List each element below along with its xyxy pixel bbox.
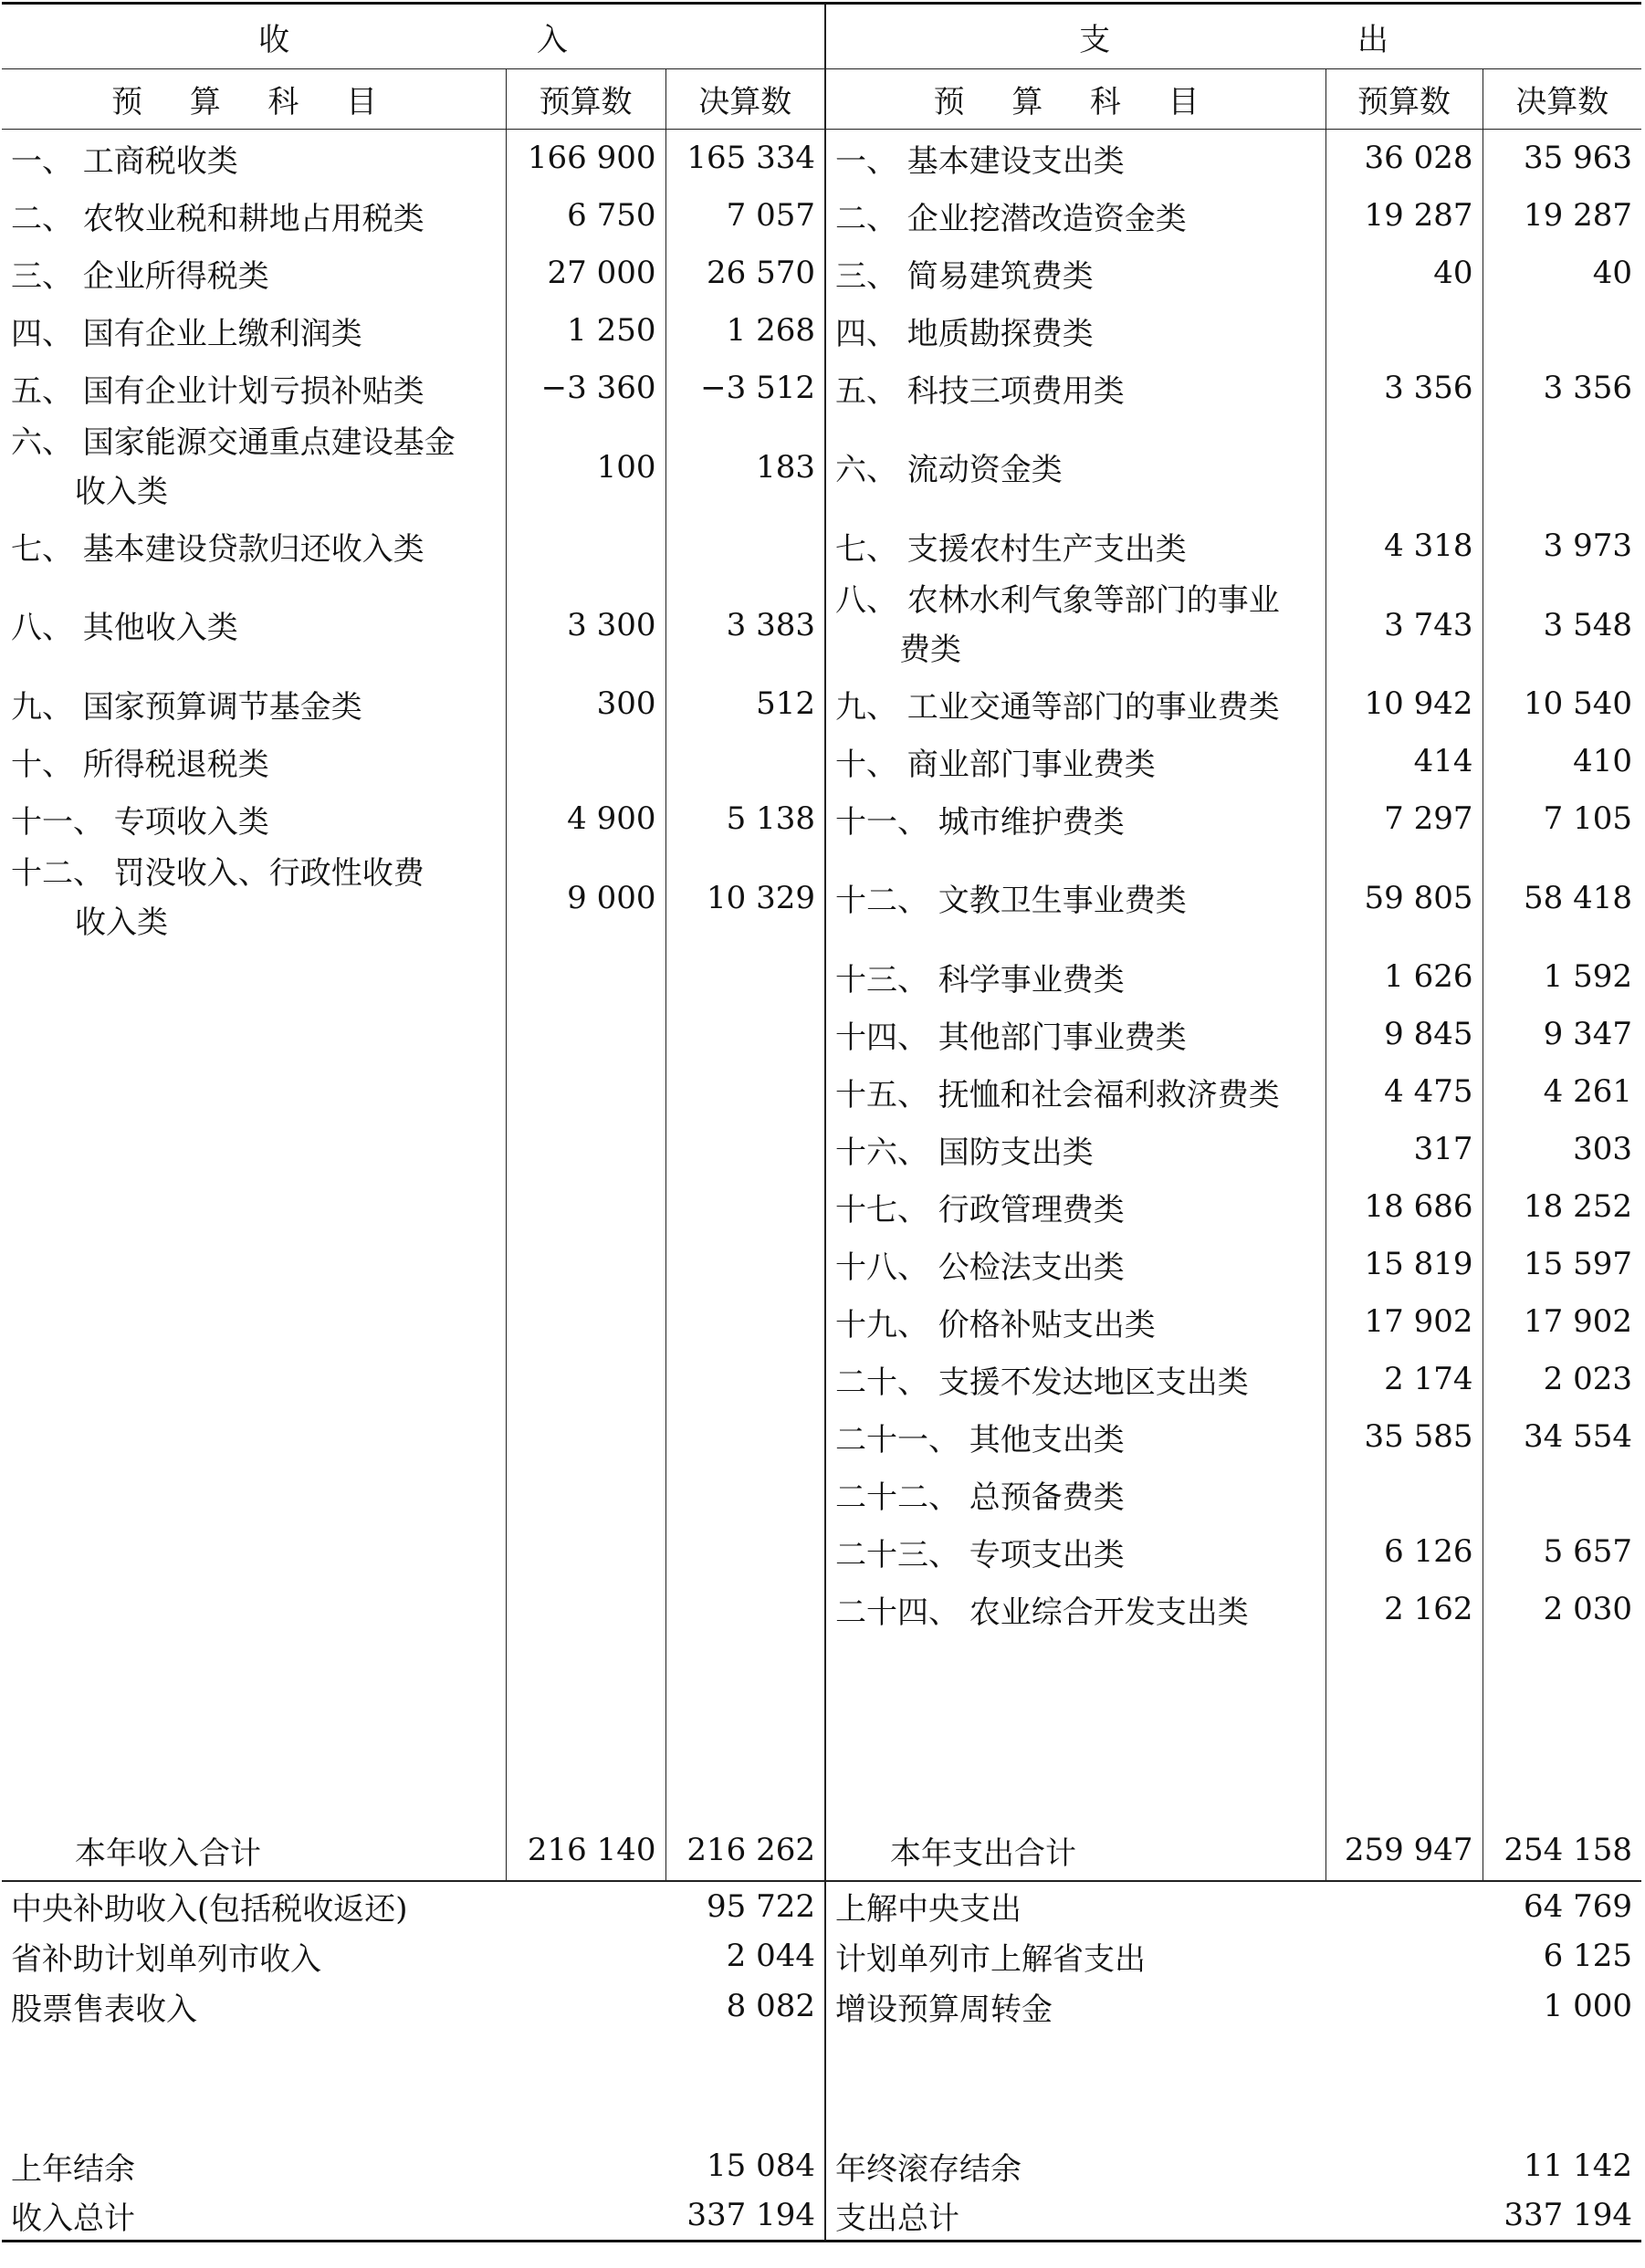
income-item-label: 七、 基本建设贷款归还收入类 (11, 530, 424, 568)
expense-item-final: 18 252 (1483, 1178, 1641, 1236)
expense-item-final: 3 548 (1483, 575, 1641, 675)
expense-item-budget: 6 126 (1325, 1523, 1483, 1581)
expense-item-budget: 9 845 (1325, 1006, 1483, 1063)
income-item-budget (506, 517, 665, 575)
item-row (2, 1236, 1641, 1293)
expense-item-final: 34 554 (1483, 1408, 1641, 1466)
expense-item-label: 二十四、 农业综合开发支出类 (825, 1581, 1325, 1638)
income-subject-header: 预 算 科 目 (2, 69, 506, 130)
empty-cell (1325, 1638, 1483, 1821)
income-item-budget: 6 750 (506, 187, 665, 245)
expense-item-label: 十六、 国防支出类 (825, 1121, 1325, 1178)
expense-item-label: 二十一、 其他支出类 (825, 1408, 1325, 1466)
item-row (2, 948, 1641, 1006)
income-budget-header: 预算数 (506, 69, 665, 130)
empty-cell (2, 1638, 506, 1821)
item-row (2, 1178, 1641, 1236)
item-row (2, 1523, 1641, 1581)
income-item-label: 八、 其他收入类 (11, 610, 238, 646)
transfer-income-label: 中央补助收入(包括税收返还) (2, 1881, 665, 1931)
blank-row (2, 2032, 1641, 2141)
income-item-final: −3 512 (665, 360, 825, 417)
empty-cell (665, 1408, 825, 1466)
expense-item-label: 十、 商业部门事业费类 (825, 733, 1325, 790)
expense-item-budget: 2 174 (1325, 1351, 1483, 1408)
empty-cell (506, 1408, 665, 1466)
transfer-expense-value: 1 000 (1543, 1988, 1632, 2024)
expense-item-budget: 35 585 (1325, 1408, 1483, 1466)
empty-cell (665, 948, 825, 1006)
item-row (2, 790, 1641, 848)
income-year-total-final: 216 262 (665, 1821, 825, 1881)
income-item-final: 3 383 (665, 575, 825, 675)
expense-item-budget: 36 028 (1325, 130, 1483, 187)
income-final-header: 决算数 (665, 69, 825, 130)
income-item-final: 512 (665, 675, 825, 733)
filler-row (2, 1638, 1641, 1821)
empty-cell (506, 1523, 665, 1581)
expense-item-budget: 17 902 (1325, 1293, 1483, 1351)
expense-year-total-final: 254 158 (1483, 1821, 1641, 1881)
expense-item-budget (1325, 1466, 1483, 1523)
transfer-expense-label: 上解中央支出 (825, 1881, 1483, 1931)
income-item-label: 四、 国有企业上缴利润类 (11, 315, 362, 352)
income-item-final: 10 329 (665, 848, 825, 948)
expense-subject-header: 预 算 科 目 (825, 69, 1325, 130)
empty-cell (506, 948, 665, 1006)
empty-cell (665, 1121, 825, 1178)
empty-cell (2, 948, 506, 1006)
income-item-final: 26 570 (665, 245, 825, 302)
expense-item-final: 7 105 (1483, 790, 1641, 848)
empty-cell (2, 1121, 506, 1178)
expense-item-budget: 18 686 (1325, 1178, 1483, 1236)
income-item-label: 十一、 专项收入类 (11, 803, 269, 841)
expense-item-final: 5 657 (1483, 1523, 1641, 1581)
empty-cell (665, 1293, 825, 1351)
income-header: 收 入 (2, 4, 825, 69)
expense-item-budget: 1 626 (1325, 948, 1483, 1006)
transfer-row (2, 1981, 1641, 2032)
empty-cell (2, 1063, 506, 1121)
empty-cell (506, 1121, 665, 1178)
expense-item-final: 15 597 (1483, 1236, 1641, 1293)
item-row (2, 1293, 1641, 1351)
transfer-income-label: 股票售表收入 (11, 1991, 197, 2028)
expense-item-final: 3 973 (1483, 517, 1641, 575)
item-row (2, 675, 1641, 733)
item-row (2, 130, 1641, 187)
income-item-label: 十、 所得税退税类 (11, 746, 269, 783)
item-row (2, 733, 1641, 790)
empty-cell (506, 1638, 665, 1821)
expense-budget-header: 预算数 (1325, 69, 1483, 130)
empty-cell (825, 2032, 1641, 2141)
transfer-row (2, 1931, 1641, 1981)
empty-cell (665, 1063, 825, 1121)
income-item-final: 183 (665, 417, 825, 517)
expense-item-label: 七、 支援农村生产支出类 (825, 517, 1325, 575)
empty-cell (2, 2032, 825, 2141)
empty-cell (665, 1178, 825, 1236)
empty-cell (506, 1006, 665, 1063)
empty-cell (665, 1236, 825, 1293)
expense-item-budget: 2 162 (1325, 1581, 1483, 1638)
expense-item-final: 1 592 (1483, 948, 1641, 1006)
expense-item-final: 410 (1483, 733, 1641, 790)
expense-item-label: 三、 简易建筑费类 (825, 245, 1325, 302)
income-item-budget (506, 733, 665, 790)
expense-item-final: 9 347 (1483, 1006, 1641, 1063)
year-end-balance-value: 11 142 (1524, 2148, 1632, 2184)
empty-cell (1483, 1638, 1641, 1821)
expense-item-budget: 10 942 (1325, 675, 1483, 733)
expense-item-label: 八、 农林水利气象等部门的事业 费类 (825, 575, 1325, 675)
income-grand-total-label: 收入总计 (11, 2200, 135, 2237)
empty-cell (2, 1236, 506, 1293)
income-item-budget: 166 900 (506, 130, 665, 187)
expense-item-budget: 317 (1325, 1121, 1483, 1178)
expense-item-budget: 19 287 (1325, 187, 1483, 245)
prev-balance-value: 15 084 (707, 2148, 815, 2184)
income-item-final: 5 138 (665, 790, 825, 848)
income-item-budget: 100 (506, 417, 665, 517)
expense-item-budget: 4 475 (1325, 1063, 1483, 1121)
income-item-label: 九、 国家预算调节基金类 (11, 688, 362, 726)
expense-item-label: 十一、 城市维护费类 (825, 790, 1325, 848)
income-item-final: 7 057 (665, 187, 825, 245)
item-row (2, 848, 1641, 948)
expense-item-final: 17 902 (1483, 1293, 1641, 1351)
empty-cell (506, 1293, 665, 1351)
income-item-label: 五、 国有企业计划亏损补贴类 (11, 372, 424, 410)
empty-cell (665, 1523, 825, 1581)
empty-cell (2, 1006, 506, 1063)
expense-item-final (1483, 1466, 1641, 1523)
expense-item-label: 五、 科技三项费用类 (825, 360, 1325, 417)
item-row (2, 1006, 1641, 1063)
income-item-budget: −3 360 (506, 360, 665, 417)
item-row (2, 417, 1641, 517)
expense-header: 支 出 (825, 4, 1641, 69)
expense-item-budget: 4 318 (1325, 517, 1483, 575)
expense-item-label: 十三、 科学事业费类 (825, 948, 1325, 1006)
item-row (2, 360, 1641, 417)
empty-cell (506, 1236, 665, 1293)
header-row-2 (2, 69, 1641, 130)
empty-cell (506, 1063, 665, 1121)
empty-cell (665, 1638, 825, 1821)
item-row (2, 1466, 1641, 1523)
item-row (2, 302, 1641, 360)
expense-item-final (1483, 302, 1641, 360)
year-end-balance-label: 年终滚存结余 (825, 2141, 1483, 2191)
expense-item-final: 303 (1483, 1121, 1641, 1178)
expense-item-final: 40 (1483, 245, 1641, 302)
item-row (2, 1121, 1641, 1178)
expense-item-budget: 414 (1325, 733, 1483, 790)
empty-cell (2, 1178, 506, 1236)
expense-item-final: 58 418 (1483, 848, 1641, 948)
income-year-total-label: 本年收入合计 (75, 1834, 261, 1872)
transfer-expense-value: 64 769 (1483, 1881, 1641, 1931)
expense-item-label: 二十二、 总预备费类 (825, 1466, 1325, 1523)
item-row (2, 245, 1641, 302)
transfer-income-label: 省补助计划单列市收入 (11, 1940, 321, 1978)
expense-item-label: 十五、 抚恤和社会福利救济费类 (825, 1063, 1325, 1121)
header-row-1 (2, 4, 1641, 69)
expense-item-budget: 59 805 (1325, 848, 1483, 948)
transfer-expense-value: 6 125 (1543, 1938, 1632, 1974)
expense-item-label: 二十三、 专项支出类 (825, 1523, 1325, 1581)
expense-item-label: 一、 基本建设支出类 (825, 130, 1325, 187)
item-row (2, 187, 1641, 245)
expense-item-final: 19 287 (1483, 187, 1641, 245)
empty-cell (665, 1581, 825, 1638)
expense-item-final: 2 030 (1483, 1581, 1641, 1638)
item-row (2, 575, 1641, 675)
budget-table (2, 2, 1641, 2242)
expense-year-total-label: 本年支出合计 (825, 1821, 1325, 1881)
balance-row (2, 2141, 1641, 2191)
expense-item-label: 四、 地质勘探费类 (825, 302, 1325, 360)
income-item-budget: 4 900 (506, 790, 665, 848)
empty-cell (2, 1351, 506, 1408)
expense-item-budget (1325, 417, 1483, 517)
expense-item-final (1483, 417, 1641, 517)
empty-cell (825, 1638, 1325, 1821)
income-item-label: 六、 国家能源交通重点建设基金 收入类 (11, 423, 456, 510)
expense-year-total-budget: 259 947 (1325, 1821, 1483, 1881)
expense-item-label: 二、 企业挖潜改造资金类 (825, 187, 1325, 245)
income-item-final: 165 334 (665, 130, 825, 187)
income-item-budget: 1 250 (506, 302, 665, 360)
income-item-final (665, 517, 825, 575)
empty-cell (665, 1006, 825, 1063)
expense-item-budget: 3 356 (1325, 360, 1483, 417)
income-item-budget: 300 (506, 675, 665, 733)
empty-cell (2, 1408, 506, 1466)
transfer-expense-label: 增设预算周转金 (825, 1981, 1483, 2032)
empty-cell (665, 1466, 825, 1523)
expense-item-budget: 15 819 (1325, 1236, 1483, 1293)
empty-cell (506, 1581, 665, 1638)
empty-cell (2, 1466, 506, 1523)
income-item-budget: 27 000 (506, 245, 665, 302)
expense-item-final: 4 261 (1483, 1063, 1641, 1121)
empty-cell (2, 1293, 506, 1351)
expense-item-final: 3 356 (1483, 360, 1641, 417)
expense-final-header: 决算数 (1483, 69, 1641, 130)
transfer-expense-label: 计划单列市上解省支出 (825, 1931, 1483, 1981)
expense-item-budget: 3 743 (1325, 575, 1483, 675)
transfer-income-value: 2 044 (726, 1938, 815, 1974)
income-year-total-budget: 216 140 (506, 1821, 665, 1881)
item-row (2, 1408, 1641, 1466)
expense-item-label: 九、 工业交通等部门的事业费类 (825, 675, 1325, 733)
year-total-row (2, 1821, 1641, 1881)
expense-item-label: 十八、 公检法支出类 (825, 1236, 1325, 1293)
income-item-label: 十二、 罚没收入、行政性收费 收入类 (11, 854, 424, 941)
expense-item-label: 十二、 文教卫生事业费类 (825, 848, 1325, 948)
empty-cell (506, 1351, 665, 1408)
empty-cell (2, 1523, 506, 1581)
income-item-label: 一、 工商税收类 (11, 142, 238, 180)
grand-total-row (2, 2191, 1641, 2242)
expense-item-final: 2 023 (1483, 1351, 1641, 1408)
income-item-label: 二、 农牧业税和耕地占用税类 (11, 200, 424, 237)
expense-item-final: 10 540 (1483, 675, 1641, 733)
expense-item-label: 二十、 支援不发达地区支出类 (825, 1351, 1325, 1408)
expense-item-final: 35 963 (1483, 130, 1641, 187)
income-item-budget: 9 000 (506, 848, 665, 948)
item-row (2, 1351, 1641, 1408)
transfer-income-value: 95 722 (665, 1881, 825, 1931)
income-item-budget: 3 300 (506, 575, 665, 675)
empty-cell (506, 1178, 665, 1236)
expense-grand-total-label: 支出总计 (825, 2191, 1483, 2242)
expense-item-label: 十九、 价格补贴支出类 (825, 1293, 1325, 1351)
item-row (2, 1063, 1641, 1121)
expense-item-budget: 7 297 (1325, 790, 1483, 848)
prev-balance-label: 上年结余 (11, 2150, 135, 2188)
item-row (2, 1581, 1641, 1638)
expense-item-budget (1325, 302, 1483, 360)
item-row (2, 517, 1641, 575)
expense-grand-total-value: 337 194 (1504, 2197, 1632, 2234)
income-item-final (665, 733, 825, 790)
empty-cell (506, 1466, 665, 1523)
transfer-income-value: 8 082 (726, 1988, 815, 2024)
expense-item-label: 十七、 行政管理费类 (825, 1178, 1325, 1236)
expense-item-budget: 40 (1325, 245, 1483, 302)
income-item-label: 三、 企业所得税类 (11, 257, 269, 295)
transfer-row (2, 1881, 1641, 1931)
expense-item-label: 六、 流动资金类 (825, 417, 1325, 517)
empty-cell (665, 1351, 825, 1408)
empty-cell (2, 1581, 506, 1638)
income-item-final: 1 268 (665, 302, 825, 360)
expense-item-label: 十四、 其他部门事业费类 (825, 1006, 1325, 1063)
income-grand-total-value: 337 194 (686, 2197, 815, 2234)
